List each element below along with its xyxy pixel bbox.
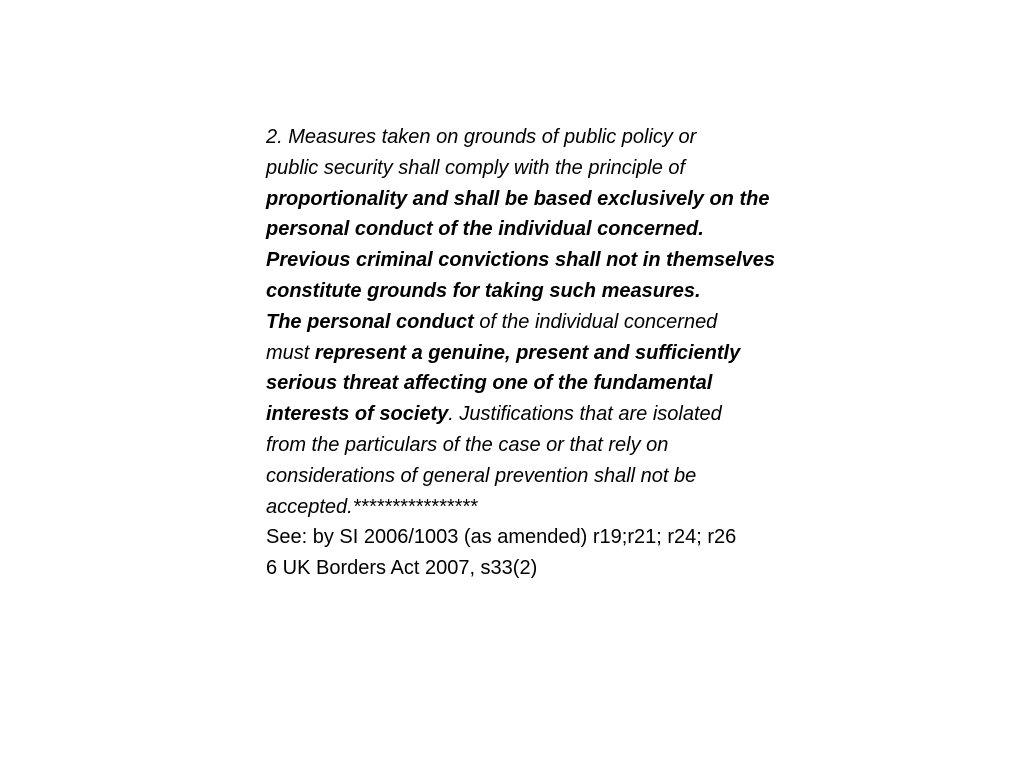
text-line — [266, 399, 856, 430]
emphasized-text-line: personal conduct of the individual concerned. — [266, 218, 704, 241]
text-line: accepted.**************** — [266, 495, 478, 518]
reference-line: 6 UK Borders Act 2007, s33(2) — [266, 557, 538, 580]
emphasized-text-line: serious threat affecting one of the fundamental — [266, 372, 713, 395]
emphasized-text-line: Previous criminal convictions shall not in themselves — [266, 249, 776, 272]
emphasized-text-line: constitute grounds for taking such measures. — [266, 279, 701, 302]
text-fragment: of the individual concerned — [473, 310, 718, 333]
emphasized-phrase: The personal conduct — [266, 310, 474, 333]
text-line — [266, 338, 856, 369]
reference-line: See: by SI 2006/1003 (as amended) r19;r21; r24; r26 — [266, 526, 737, 549]
emphasized-phrase: represent a genuine, present and sufficiently — [314, 341, 741, 364]
text-line: public security shall comply with the principle of — [266, 156, 686, 179]
text-line: 2. Measures taken on grounds of public policy or — [266, 126, 697, 148]
legal-text-block — [266, 122, 856, 584]
text-line: from the particulars of the case or that rely on — [266, 433, 669, 456]
text-line: considerations of general prevention shall not be — [266, 464, 697, 487]
text-line — [266, 307, 856, 338]
text-fragment: must — [266, 341, 315, 364]
emphasized-text-line: proportionality and shall be based exclusively on the — [266, 187, 770, 210]
emphasized-phrase: interests of society — [266, 403, 449, 426]
text-fragment: . Justifications that are isolated — [448, 403, 722, 426]
